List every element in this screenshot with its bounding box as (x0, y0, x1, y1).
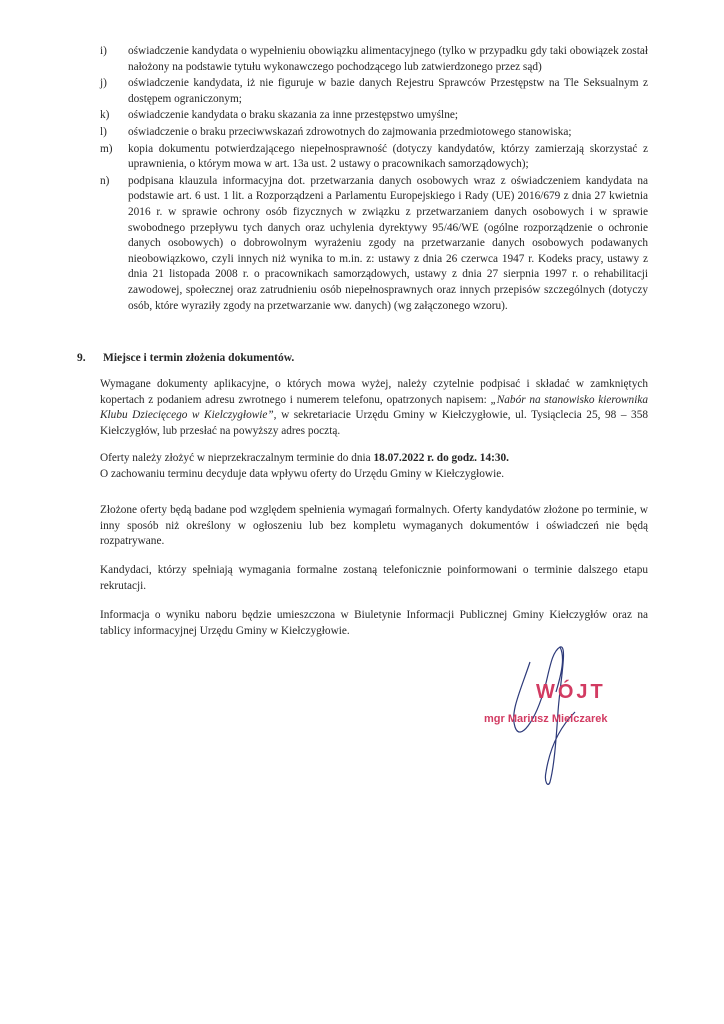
deadline-text-b: O zachowaniu terminu decyduje data wpływu oferty do Urzędu Gminy w Kiełczygłowie. (100, 467, 505, 480)
list-item (100, 142, 648, 173)
submission-text-a: Wymagane dokumenty aplikacyjne, o których mowa wyżej, należy czytelnie podpisać i składać w zamkniętych kopertach z podaniem adresu zwrotnego i numerem telefonu, opatrzonych napisem: (100, 378, 648, 406)
section-number: 9. (77, 352, 86, 364)
deadline-date: 18.07.2022 r. do godz. 14:30. (373, 452, 509, 465)
paragraph-review (100, 503, 648, 550)
deadline-text-a: Oferty należy złożyć w nieprzekraczalnym terminie do dnia (100, 452, 374, 465)
review-text: Złożone oferty będą badane pod względem spełnienia wymagań formalnych. Oferty kandydatów złożone po terminie, w inny sposób niż określony w ogłoszeniu lub bez kompletu wymaganych dokumentów i oświadczeń nie będą rozpatrywane. (100, 504, 648, 548)
notification-text: Kandydaci, którzy spełniają wymagania formalne zostaną telefonicznie poinformowani o terminie dalszego etapu rekrutacji. (100, 564, 648, 592)
list-item (100, 108, 648, 124)
list-item (100, 76, 648, 107)
item-label: i) (100, 45, 107, 57)
submission-text-b: w sekretariacie Urzędu Gminy w Kiełczygłowie, ul. Tysiąclecia 25, 98 – 358 Kiełczygłów, lub przesłać na powyższy adres pocztą. (100, 409, 648, 438)
item-text: oświadczenie kandydata o wypełnieniu obowiązku alimentacyjnego (tylko w przypadku gdy taki obowiązek został nałożony na podstawie tytułu wykonawczego pochodzącego lub zatwierdzonego przez sąd) (128, 45, 648, 73)
paragraph-submission (100, 377, 648, 439)
requirements-list (100, 44, 648, 315)
section-heading (77, 352, 294, 364)
item-text: podpisana klauzula informacyjna dot. przetwarzania danych osobowych wraz z oświadczeniem kandydata na podstawie art. 6 ust. 1 lit. a Rozporządzeni a Parlamentu Europejskiego i Rady (UE) 2016/679 z dnia 27 kwietnia 2016 r. w sprawie ochrony osób fizycznych w związku z przetwarzaniem danych osobowych i w sprawie swobodnego przepływu tych danych oraz uchylenia dyrektywy 95/46/WE (ogólne rozporządzenie o ochronie danych osobowych) o dobrowolnym wyrażeniu zgody na przetwarzanie danych osobowych podawanych nieobowiązkowo, czyli innych niż wynika to m.in. z: ustawy z dnia 26 czerwca 1947 r. Kodeks pracy, ustawy z dnia 21 listopada 2008 r. o pracownikach samorządowych, ustawy z dnia 27 sierpnia 1997 r. o rehabilitacji zawodowej, społecznej oraz zatrudnieniu osób niepełnosprawnych oraz innych przepisów szczególnych (dotyczy osób, które wyraziły zgody na przetwarzanie ww. danych) (wg załączonego wzoru). (128, 174, 648, 312)
item-text: kopia dokumentu potwierdzającego niepełnosprawność (dotyczy kandydatów, którzy zamierzają skorzystać z uprawnienia, o którym mowa w art. 13a ust. 2 ustawy o pracownikach samorządowych); (128, 142, 648, 171)
item-label: m) (100, 142, 113, 155)
result-info-text: Informacja o wyniku naboru będzie umieszczona w Biuletynie Informacji Publicznej Gminy Kiełczygłów oraz na tablicy informacyjnej Urzędu Gminy w Kiełczygłowie. (100, 609, 648, 637)
stamp-title: WÓJT (536, 681, 606, 703)
list-item (100, 44, 648, 75)
envelope-label: „Nabór na stanowisko kierownika Klubu Dziecięcego w Kielczygłowie”, (100, 393, 648, 422)
list-item (100, 174, 648, 314)
list-item (100, 125, 648, 141)
item-label: k) (100, 109, 110, 122)
item-label: n) (100, 174, 110, 187)
item-label: l) (100, 125, 107, 138)
item-text: oświadczenie o braku przeciwwskazań zdrowotnych do zajmowania przedmiotowego stanowiska; (128, 125, 572, 138)
stamp-name: mgr Mariusz Mielczarek (484, 713, 608, 725)
paragraph-notification (100, 563, 648, 594)
section-title: Miejsce i termin złożenia dokumentów. (103, 352, 295, 364)
paragraph-deadline (100, 451, 648, 482)
item-text: oświadczenie kandydata, iż nie figuruje w bazie danych Rejestru Sprawców Przestępstw na Tle Seksualnym z dostępem ograniczonym; (128, 77, 648, 105)
item-text: oświadczenie kandydata o braku skazania za inne przestępstwo umyślne; (128, 109, 458, 122)
handwritten-signature (490, 632, 610, 792)
item-label: j) (100, 77, 107, 90)
